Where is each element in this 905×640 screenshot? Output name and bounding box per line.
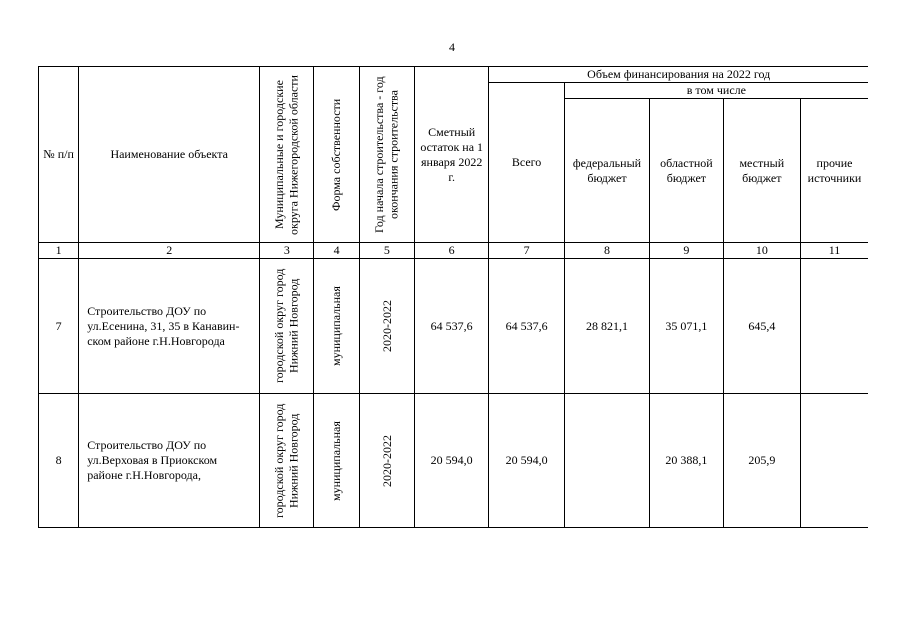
column-number: 5 xyxy=(359,243,414,259)
header-years-text: Год начала строительства - год окончания строительства xyxy=(372,76,401,233)
row-remaining: 20 594,0 xyxy=(414,394,488,528)
column-number: 3 xyxy=(260,243,314,259)
header-total: Всего xyxy=(489,83,564,243)
column-number: 10 xyxy=(723,243,800,259)
row-other xyxy=(801,259,868,394)
header-municipal-text: Муниципальные и городские округа Нижегородской области xyxy=(272,74,301,235)
column-number-row xyxy=(39,243,869,259)
row-federal xyxy=(564,394,649,528)
row-form xyxy=(314,394,359,528)
header-num: № п/п xyxy=(39,67,79,243)
row-regional: 35 071,1 xyxy=(650,259,723,394)
row-remaining: 64 537,6 xyxy=(414,259,488,394)
row-regional: 20 388,1 xyxy=(650,394,723,528)
header-municipal xyxy=(260,67,314,243)
row-form-text: муниципальная xyxy=(329,286,344,366)
column-number: 9 xyxy=(650,243,723,259)
column-number: 1 xyxy=(39,243,79,259)
row-years xyxy=(359,259,414,394)
header-years xyxy=(359,67,414,243)
row-local: 205,9 xyxy=(723,394,800,528)
row-total: 20 594,0 xyxy=(489,394,564,528)
column-number: 6 xyxy=(414,243,488,259)
row-name: Строительство ДОУ по ул.Верховая в Приокском районе г.Н.Новгорода, xyxy=(79,394,260,528)
column-number: 8 xyxy=(564,243,649,259)
header-remaining: Сметный остаток на 1 января 2022 г. xyxy=(414,67,488,243)
row-years-text: 2020-2022 xyxy=(379,434,394,487)
header-row xyxy=(39,67,869,83)
column-number: 2 xyxy=(79,243,260,259)
row-municipal xyxy=(260,394,314,528)
row-num: 7 xyxy=(39,259,79,394)
row-name: Строительство ДОУ по ул.Есенина, 31, 35 в Канавин-ском районе г.Н.Новгорода xyxy=(79,259,260,394)
column-number: 4 xyxy=(314,243,359,259)
row-federal: 28 821,1 xyxy=(564,259,649,394)
header-form-text: Форма собственности xyxy=(329,98,344,211)
header-other: прочие источники xyxy=(801,99,868,243)
page-number: 4 xyxy=(449,40,455,54)
header-local: местный бюджет xyxy=(723,99,800,243)
row-form xyxy=(314,259,359,394)
header-funding: Объем финансирования на 2022 год xyxy=(489,67,868,83)
row-municipal-text: городской округ город Нижний Новгород xyxy=(272,403,301,518)
table-row xyxy=(39,259,869,394)
header-federal: федеральный бюджет xyxy=(564,99,649,243)
row-municipal xyxy=(260,259,314,394)
header-including: в том числе xyxy=(564,83,868,99)
header-form xyxy=(314,67,359,243)
row-municipal-text: городской округ город Нижний Новгород xyxy=(272,268,301,384)
row-other xyxy=(801,394,868,528)
table-row xyxy=(39,394,869,528)
row-total: 64 537,6 xyxy=(489,259,564,394)
row-form-text: муниципальная xyxy=(329,420,344,501)
financing-table xyxy=(38,66,868,528)
row-years xyxy=(359,394,414,528)
header-regional: областной бюджет xyxy=(650,99,723,243)
row-years-text: 2020-2022 xyxy=(379,300,394,352)
row-num: 8 xyxy=(39,394,79,528)
header-name: Наименование объекта xyxy=(79,67,260,243)
column-number: 11 xyxy=(801,243,868,259)
column-number: 7 xyxy=(489,243,564,259)
row-local: 645,4 xyxy=(723,259,800,394)
